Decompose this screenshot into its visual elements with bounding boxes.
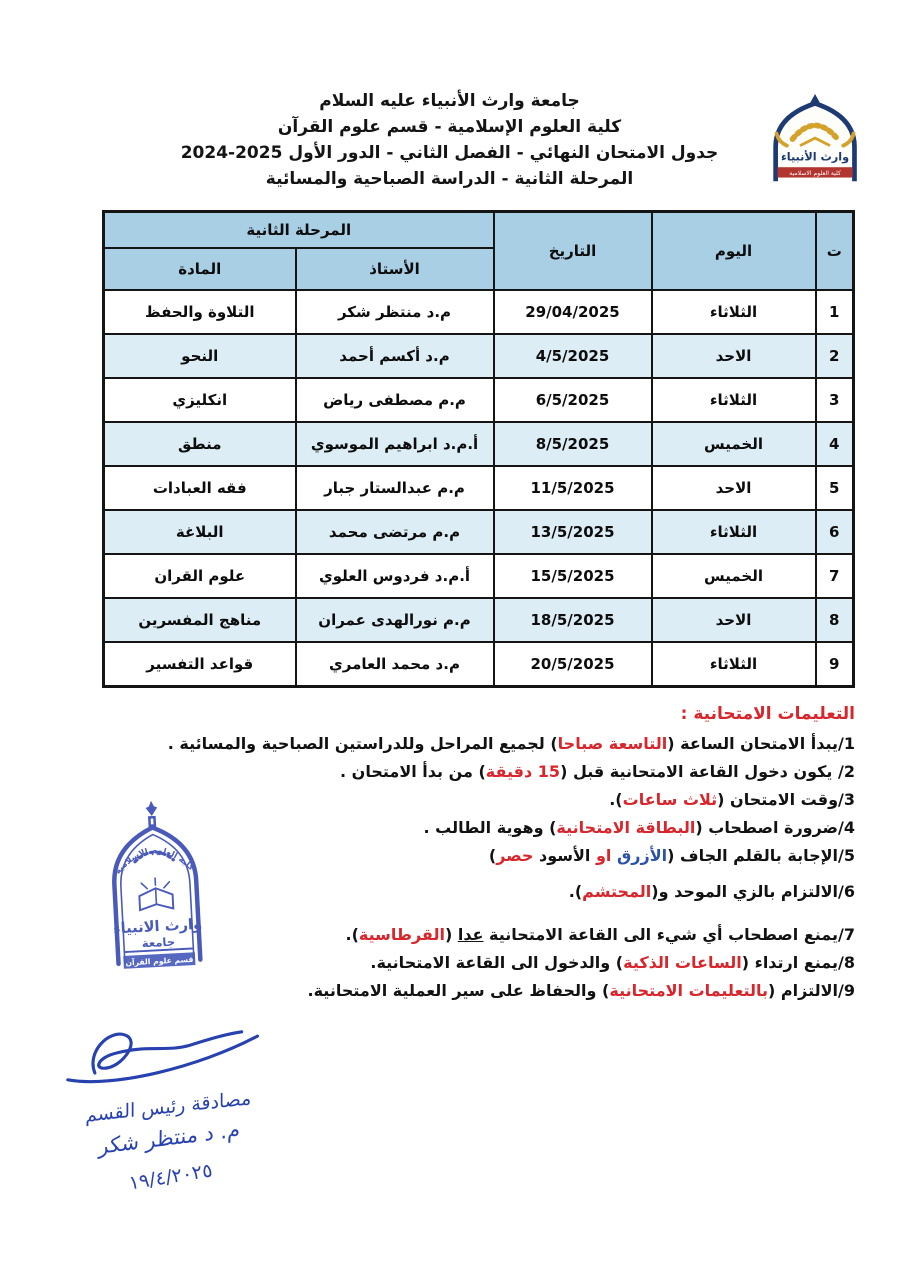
instruction-text: ( — [444, 925, 458, 944]
logo-graphic — [755, 90, 877, 190]
instruction-highlight: القرطاسية — [358, 925, 445, 944]
cell-subject: قواعد التفسير — [103, 642, 295, 687]
instruction-text: 5/الإجابة بالقلم الجاف ( — [667, 846, 855, 865]
instruction-text: 9/الالتزام ( — [768, 981, 855, 1000]
cell-serial: 1 — [816, 290, 854, 334]
stage-study-line: المرحلة الثانية - الدراسة الصباحية والمسائية — [265, 169, 634, 189]
university-name: جامعة وارث الأنبياء عليه السلام — [319, 91, 580, 111]
instruction-highlight: البطاقة الامتحانية — [556, 818, 696, 837]
instruction-2 — [95, 761, 855, 782]
cell-subject: البلاغة — [103, 510, 295, 554]
instruction-highlight: الساعات الذكية — [623, 953, 742, 972]
signature-block — [25, 1007, 311, 1193]
cell-day: الخميس — [652, 422, 816, 466]
schedule-title: جدول الامتحان النهائي - الفصل الثاني - الدور الأول 2025-2024 — [180, 143, 719, 163]
instruction-text: 1/يبدأ الامتحان الساعة ( — [667, 734, 855, 753]
cell-professor: م.د محمد العامري — [296, 642, 494, 687]
cell-subject: التلاوة والحفظ — [103, 290, 295, 334]
instruction-text: ) وهوية الطالب . — [423, 818, 557, 837]
instruction-text: ). — [609, 790, 623, 809]
instruction-text: ) والدخول الى القاعة الامتحانية. — [370, 953, 624, 972]
logo-banner-text: كلية العلوم الاسلامية — [789, 170, 841, 178]
col-professor: الأستاذ — [296, 248, 494, 290]
cell-serial: 6 — [816, 510, 854, 554]
cell-date: 13/5/2025 — [494, 510, 652, 554]
instruction-1 — [95, 733, 855, 754]
cell-professor: م.م مصطفى رياض — [296, 378, 494, 422]
stage-header: المرحلة الثانية — [103, 212, 493, 249]
signature-flourish-icon — [47, 1008, 286, 1094]
cell-serial: 7 — [816, 554, 854, 598]
cell-professor: أ.م.د ابراهيم الموسوي — [296, 422, 494, 466]
instruction-highlight: 15 دقيقة — [485, 762, 561, 781]
cell-subject: انكليزي — [103, 378, 295, 422]
department-stamp-icon — [87, 795, 225, 997]
cell-professor: م.د أكسم أحمد — [296, 334, 494, 378]
cell-serial: 3 — [816, 378, 854, 422]
instruction-highlight: بالتعليمات الامتحانية — [609, 981, 769, 1000]
cell-day: الثلاثاء — [652, 510, 816, 554]
cell-subject: مناهج المفسرين — [103, 598, 295, 642]
instruction-text: 3/وقت الامتحان ( — [717, 790, 855, 809]
cell-serial: 5 — [816, 466, 854, 510]
cell-date: 15/5/2025 — [494, 554, 652, 598]
exam-table-body — [103, 290, 853, 687]
cell-professor: م.م مرتضى محمد — [296, 510, 494, 554]
instruction-highlight: حصر — [496, 846, 540, 865]
instructions-title: التعليمات الامتحانية : — [680, 704, 855, 724]
col-date: التاريخ — [494, 212, 652, 291]
instruction-text: 6/الالتزام بالزي الموحد و( — [651, 882, 855, 901]
table-row — [103, 466, 853, 510]
cell-serial: 4 — [816, 422, 854, 466]
cell-subject: النحو — [103, 334, 295, 378]
logo-calligraphy: وارث الأنبياء — [780, 150, 850, 164]
cell-date: 8/5/2025 — [494, 422, 652, 466]
cell-date: 4/5/2025 — [494, 334, 652, 378]
instruction-highlight: او — [590, 846, 617, 865]
stamp-calligraphy: وارث الانبياء — [112, 915, 203, 938]
instruction-highlight: المحتشم — [582, 882, 652, 901]
cell-serial: 2 — [816, 334, 854, 378]
stamp-banner-text: قسم علوم القرآن — [125, 954, 194, 968]
instruction-text: ) والحفاظ على سير العملية الامتحانية. — [307, 981, 610, 1000]
instruction-text: 4/ضرورة اصطحاب ( — [695, 818, 855, 837]
table-row — [103, 290, 853, 334]
college-department: كلية العلوم الإسلامية - قسم علوم القرآن — [277, 117, 622, 137]
stamp-arc-text: كلية العلوم الاسلامية — [112, 844, 197, 876]
instruction-text: 8/يمنع ارتداء ( — [741, 953, 855, 972]
cell-day: الثلاثاء — [652, 642, 816, 687]
instruction-text: الأسود — [539, 846, 591, 865]
instruction-text: ). — [345, 925, 359, 944]
cell-professor: م.د منتظر شكر — [296, 290, 494, 334]
table-row — [103, 378, 853, 422]
cell-subject: فقه العبادات — [103, 466, 295, 510]
signature-name: م. د منتظر شكر — [98, 1117, 241, 1159]
table-row — [103, 642, 853, 687]
instruction-highlight: ثلاث ساعات — [622, 790, 718, 809]
col-serial: ت — [816, 212, 854, 291]
exam-schedule-table — [102, 210, 855, 688]
signature-approval-text: مصادقة رئيس القسم — [85, 1087, 252, 1127]
table-header — [103, 212, 853, 291]
stamp-graphic — [87, 795, 225, 993]
cell-date: 18/5/2025 — [494, 598, 652, 642]
instruction-text: ) من بدأ الامتحان . — [340, 762, 486, 781]
instruction-highlight: التاسعة صباحا — [557, 734, 668, 753]
cell-day: الثلاثاء — [652, 290, 816, 334]
cell-professor: أ.م.د فردوس العلوي — [296, 554, 494, 598]
table-row — [103, 554, 853, 598]
university-logo-icon — [755, 90, 877, 190]
instruction-text: ) — [488, 846, 497, 865]
cell-professor: م.م نورالهدى عمران — [296, 598, 494, 642]
stamp-university-word: جامعة — [141, 934, 176, 951]
instruction-text: ) لجميع المراحل وللدراستين الصباحية والمسائية . — [167, 734, 558, 753]
cell-day: الثلاثاء — [652, 378, 816, 422]
cell-day: الخميس — [652, 554, 816, 598]
cell-date: 20/5/2025 — [494, 642, 652, 687]
cell-professor: م.م عبدالستار جبار — [296, 466, 494, 510]
instruction-text: عدا — [457, 925, 484, 944]
cell-date: 11/5/2025 — [494, 466, 652, 510]
cell-serial: 9 — [816, 642, 854, 687]
cell-day: الاحد — [652, 598, 816, 642]
signature-date: ١٩/٤/٢٠٢٥ — [127, 1159, 215, 1195]
table-row — [103, 422, 853, 466]
col-day: اليوم — [652, 212, 816, 291]
cell-day: الاحد — [652, 334, 816, 378]
cell-date: 29/04/2025 — [494, 290, 652, 334]
instruction-text: 7/يمنع اصطحاب أي شيء الى القاعة الامتحانية — [483, 925, 855, 944]
table-row — [103, 510, 853, 554]
instruction-text: ). — [568, 882, 583, 901]
table-row — [103, 334, 853, 378]
cell-date: 6/5/2025 — [494, 378, 652, 422]
col-subject: المادة — [103, 248, 295, 290]
cell-subject: علوم القران — [103, 554, 295, 598]
instruction-highlight: الأزرق — [616, 846, 668, 865]
cell-serial: 8 — [816, 598, 854, 642]
instruction-text: 2/ يكون دخول القاعة الامتحانية قبل ( — [560, 762, 855, 781]
cell-day: الاحد — [652, 466, 816, 510]
table-row — [103, 598, 853, 642]
cell-subject: منطق — [103, 422, 295, 466]
